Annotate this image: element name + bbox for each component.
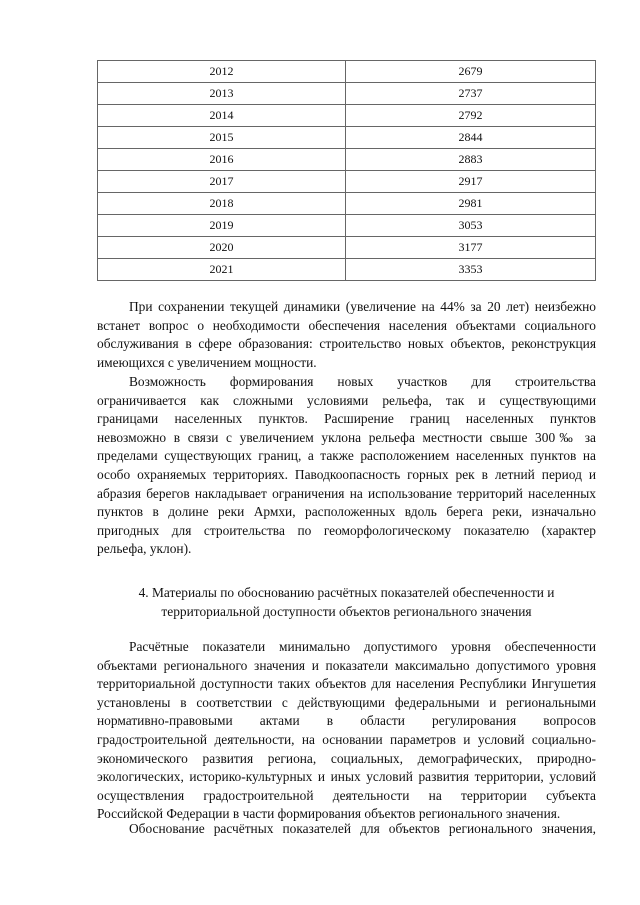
value-cell: 2679	[346, 61, 596, 83]
section-heading	[97, 583, 596, 621]
text-line: пределами существующих границ, а также расположением населенных пунктов на	[97, 448, 596, 464]
year-cell: 2018	[98, 193, 346, 215]
text-line: Расчётные показатели минимально допустимого уровня обеспеченности	[129, 639, 596, 654]
value-cell: 2883	[346, 149, 596, 171]
year-cell: 2013	[98, 83, 346, 105]
year-cell: 2014	[98, 105, 346, 127]
value-cell: 3353	[346, 259, 596, 281]
text-line: экономического развития региона, социальных, демографических, природно-	[97, 750, 596, 766]
text-line: Обоснование расчётных показателей для объектов регионального значения,	[129, 821, 596, 836]
year-cell: 2012	[98, 61, 346, 83]
paragraph-regional-indicators	[97, 638, 596, 824]
text-line: пунктов в долине реки Армхи, расположенных вдоль берега реки, изначально	[97, 504, 596, 520]
text-line: объектами регионального значения и показатели максимально допустимого уровня	[97, 657, 596, 673]
text-line: градостроительной деятельности, на основании параметров и условий социально-	[97, 731, 596, 747]
text-line: рельефа, уклон).	[97, 541, 192, 557]
table-row	[98, 149, 596, 171]
text-line: ограничивается как сложными условиями рельефа, так и существующими	[97, 392, 596, 408]
value-cell: 2792	[346, 105, 596, 127]
table-row	[98, 105, 596, 127]
value-cell: 2737	[346, 83, 596, 105]
paragraph-construction-limits	[97, 373, 596, 559]
text-line: нормативно-правовыми актами в области регулирования вопросов	[97, 713, 596, 729]
text-line: невозможно в связи с увеличением уклона рельефа местности свыше 300‰ за	[97, 429, 596, 445]
table-row	[98, 127, 596, 149]
table-row	[98, 83, 596, 105]
year-cell: 2015	[98, 127, 346, 149]
text-line: пригодных для строительства по геоморфологическому показателю (характер	[97, 522, 596, 538]
text-line: границами населенных пунктов. Расширение границ населенных пунктов	[97, 411, 596, 427]
year-cell: 2016	[98, 149, 346, 171]
text-line: Российской Федерации в части формирования объектов регионального значения.	[97, 806, 561, 822]
text-line: встанет вопрос о необходимости обеспечения населения объектами социального	[97, 317, 596, 333]
text-line: осуществления градостроительной деятельности на территории субъекта	[97, 787, 596, 803]
table-row	[98, 171, 596, 193]
table-row	[98, 61, 596, 83]
text-line: экологических, историко-культурных и иных условий развития территории, условий	[97, 769, 596, 785]
paragraph-justification	[97, 820, 596, 839]
heading-line: 4. Материалы по обоснованию расчётных показателей обеспеченности и	[138, 585, 555, 600]
table-row	[98, 259, 596, 281]
value-cell: 3177	[346, 237, 596, 259]
value-cell: 2917	[346, 171, 596, 193]
value-cell: 2844	[346, 127, 596, 149]
text-line: При сохранении текущей динамики (увеличение на 44% за 20 лет) неизбежно	[129, 299, 596, 314]
year-cell: 2021	[98, 259, 346, 281]
year-cell: 2019	[98, 215, 346, 237]
text-line: особо охраняемых территориях. Паводкоопасность горных рек в летний период и	[97, 466, 596, 482]
text-line: абразия берегов накладывает ограничения на использование территорий населенных	[97, 485, 596, 501]
table-row	[98, 215, 596, 237]
heading-line: территориальной доступности объектов регионального значения	[161, 604, 532, 619]
year-cell: 2017	[98, 171, 346, 193]
data-table	[97, 60, 596, 281]
text-line: установлены в соответствии с действующими федеральными и региональными	[97, 694, 596, 710]
text-line: территориальной доступности таких объектов для населения Республики Ингушетия	[97, 676, 596, 692]
table-row	[98, 237, 596, 259]
text-line: имеющихся с увеличением мощности.	[97, 354, 317, 370]
year-cell: 2020	[98, 237, 346, 259]
text-line: Возможность формирования новых участков для строительства	[129, 374, 596, 389]
value-cell: 2981	[346, 193, 596, 215]
paragraph-growth-dynamics	[97, 298, 596, 372]
table-row	[98, 193, 596, 215]
text-line: обслуживания в сфере образования: строительство новых объектов, реконструкция	[97, 336, 596, 352]
value-cell: 3053	[346, 215, 596, 237]
